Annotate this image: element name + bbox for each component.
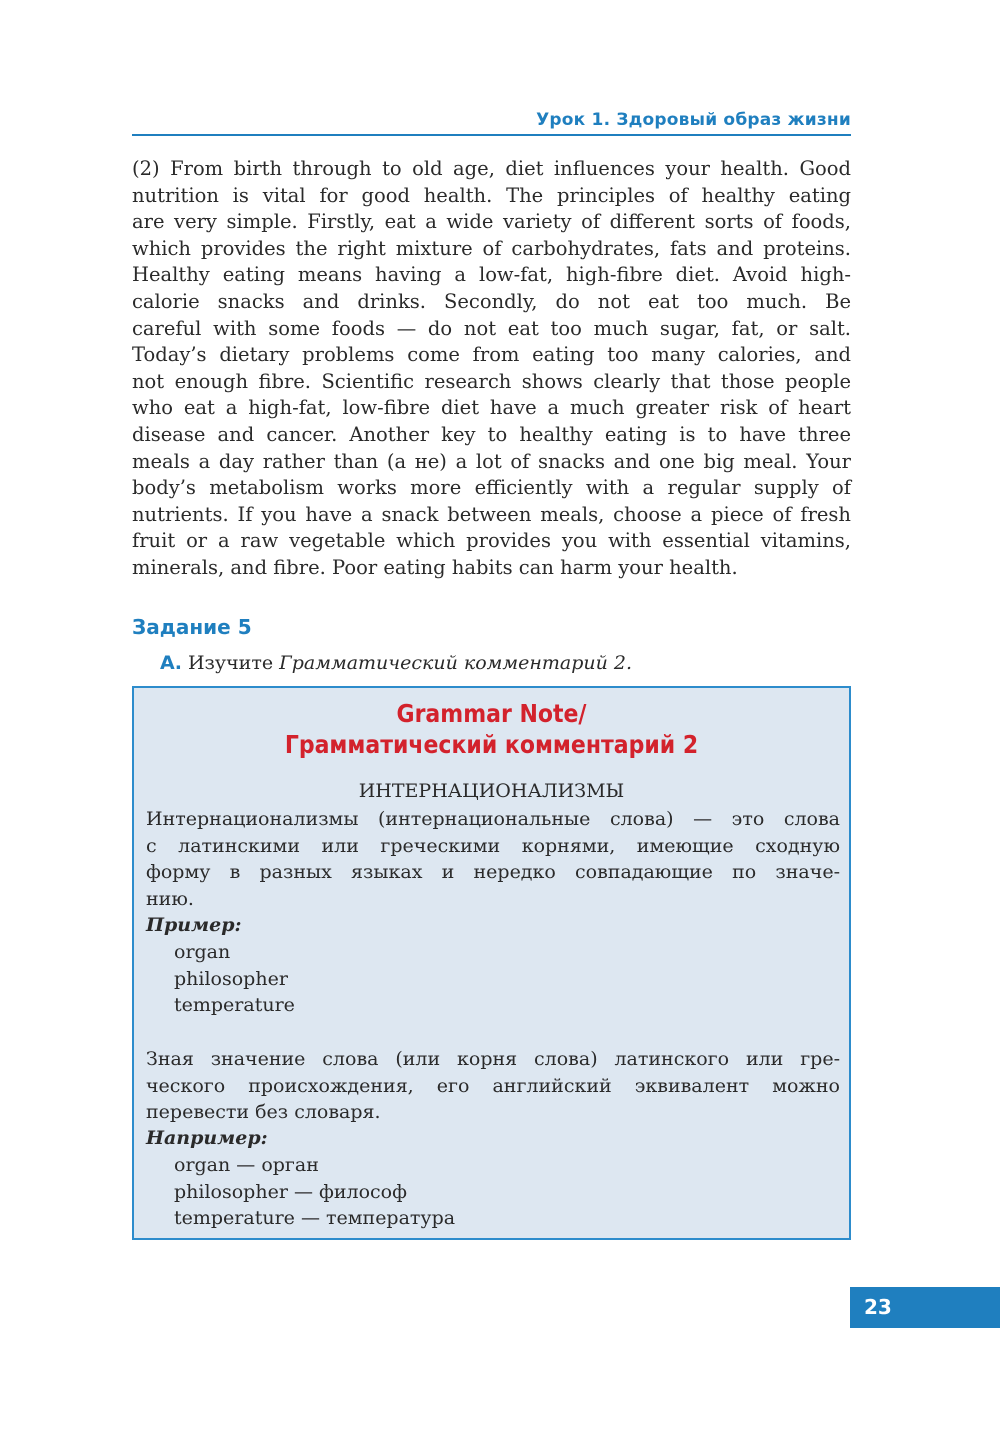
page-number: 23 (864, 1295, 892, 1319)
translation-list (174, 1152, 455, 1232)
grammar-note-subtitle: ИНТЕРНАЦИОНАЛИЗМЫ (358, 780, 625, 802)
example-list (174, 939, 295, 1019)
note-line: Интернационализмы (интернациональные слова) — это слова (146, 808, 840, 830)
passage-line: minerals, and fibre. Poor eating habits can harm your health. (132, 555, 738, 579)
note-line: с латинскими или греческими корнями, имеющие сходную (146, 834, 840, 857)
grammar-note-title-line: Грамматический комментарий 2 (284, 730, 699, 759)
grammar-note-paragraph (146, 806, 840, 912)
passage-line: not enough fibre. Scientific research shows clearly that those people (132, 369, 851, 393)
passage-line: fruit or a raw vegetable which provides you with essential vitamins, (132, 529, 851, 553)
reading-passage (132, 156, 851, 582)
translation-item: organ — орган (174, 1154, 319, 1176)
passage-line: are very simple. Firstly, eat a wide variety of different sorts of foods, (132, 210, 851, 234)
passage-line: Today’s dietary problems come from eating too many calories, and (132, 343, 851, 367)
note-line: форму в разных языках и нередко совпадающие по значе- (146, 861, 840, 884)
passage-line: nutrients. If you have a snack between meals, choose a piece of fresh (132, 502, 851, 526)
translation-item: temperature — температура (174, 1207, 456, 1230)
task-title: Задание 5 (132, 615, 252, 639)
passage-line: Healthy eating means having a low-fat, high-fibre diet. Avoid high- (132, 263, 851, 287)
example-item: temperature (174, 994, 295, 1017)
passage-line: who eat a high-fat, low-fibre diet have a much greater risk of heart (132, 396, 851, 420)
task-instruction (160, 652, 632, 674)
example-item: philosopher (174, 967, 288, 990)
passage-line: calorie snacks and drinks. Secondly, do not eat too much. Be (132, 289, 851, 313)
page-number-tab (850, 1287, 1000, 1328)
grammar-note-box (132, 686, 851, 1240)
note-line: Зная значение слова (или корня слова) латинского или гре- (146, 1048, 840, 1070)
example-label: Например: (146, 1127, 268, 1149)
passage-line: body’s metabolism works more efficiently with a regular supply of (132, 476, 851, 500)
passage-line: (2) From birth through to old age, diet influences your health. Good (132, 157, 851, 180)
note-line: ческого происхождения, его английский эквивалент можно (146, 1074, 840, 1097)
passage-line: meals a day rather than (а не) a lot of snacks and one big meal. Your (132, 449, 851, 473)
task-item-reference: Грамматический комментарий 2. (279, 652, 633, 674)
note-line: перевести без словаря. (146, 1101, 381, 1124)
passage-line: nutrition is vital for good health. The principles of healthy eating (132, 183, 851, 207)
task-item-text: Изучите (187, 652, 274, 674)
grammar-note-title (177, 698, 806, 760)
grammar-note-paragraph (146, 1046, 840, 1126)
passage-line: careful with some foods — do not eat too much sugar, fat, or salt. (132, 316, 851, 340)
note-line: нию. (146, 887, 194, 910)
header-divider (132, 134, 851, 136)
passage-line: which provides the right mixture of carbohydrates, fats and proteins. (132, 236, 851, 260)
example-item: organ (174, 941, 231, 963)
translation-item: philosopher — философ (174, 1180, 407, 1203)
example-label: Пример: (146, 914, 242, 936)
grammar-note-title-line: Grammar Note/ (396, 699, 587, 728)
passage-line: disease and cancer. Another key to healthy eating is to have three (132, 422, 851, 446)
chapter-header: Урок 1. Здоровый образ жизни (536, 110, 851, 130)
task-item-label: А. (160, 652, 182, 674)
